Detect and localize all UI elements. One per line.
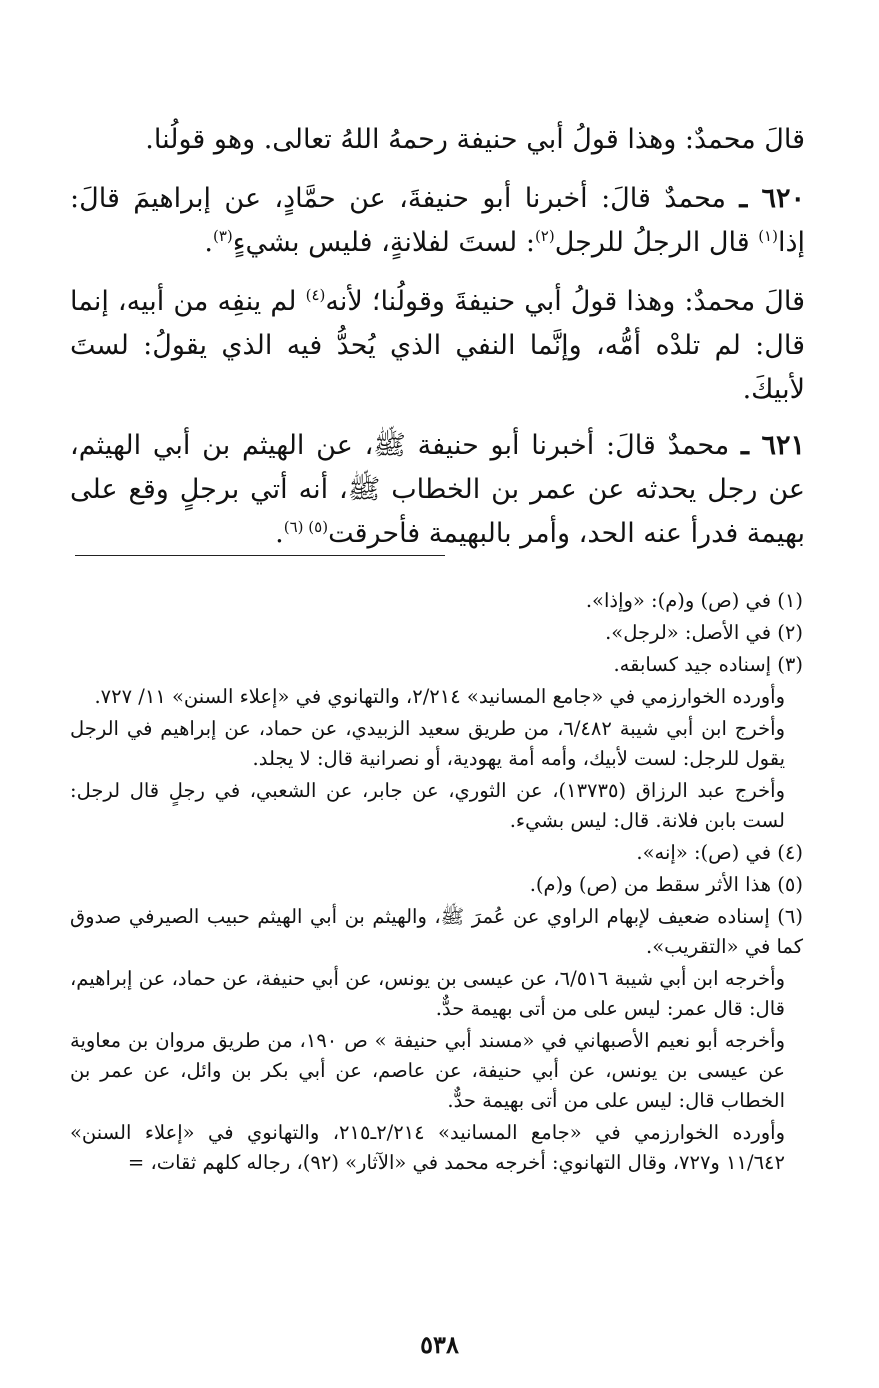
hadith-text: محمدٌ قالَ: أخبرنا أبو حنيفةَ، عن حمَّادٍ، عن إبراهيمَ قالَ: إذا (70, 183, 805, 258)
footnote-item: وأخرج عبد الرزاق (١٣٧٣٥)، عن الثوري، عن جابر، عن الشعبي، في رجلٍ قال لرجل: لست بابن فلانة. قال: ليس بشيء. (70, 779, 785, 832)
footnote-ref-6[interactable]: (٦) (283, 518, 309, 536)
paragraph-text: قالَ محمدٌ: وهذا قولُ أبي حنيفة رحمهُ اللهُ تعالى. وهو قولُنا. (145, 124, 805, 155)
footnote-item: وأورده الخوارزمي في «جامع المسانيد» ٢/٢١٤، والتهانوي في «إعلاء السنن» ١١/ ٧٢٧. (94, 685, 785, 708)
footnote-item: وأخرجه أبو نعيم الأصبهاني في «مسند أبي حنيفة » ص ١٩٠، من طريق مروان بن معاوية عن عيسى بن يونس، عن أبي حنيفة، عن عاصم، عن أبي بكر بن وائل، عن عمر بن الخطاب قال: ليس على من أتى بهيمة حدٌّ. (70, 1029, 785, 1112)
footnotes (70, 586, 803, 1180)
footnote-ref-4[interactable]: (٤) (305, 286, 326, 304)
footnote-ref-3[interactable]: (٣) (212, 227, 233, 245)
footnote-item: (١) في (ص) و(م): «وإذا». (585, 589, 803, 612)
hadith-number: ٦٢١ ـ (741, 430, 805, 461)
footnote-ref-2[interactable]: (٢) (534, 227, 555, 245)
hadith-number: ٦٢٠ ـ (739, 183, 805, 214)
footnote-item: وأخرج ابن أبي شيبة ٦/٤٨٢، من طريق سعيد الزبيدي، عن حماد، عن إبراهيم في الرجل يقول للرجل: لست لأبيك، وأمه أمة يهودية، أو نصرانية قال: لا يجلد. (70, 717, 785, 770)
footnote-item: (٢) في الأصل: «لرجل». (605, 621, 803, 644)
paragraph-commentary-1 (70, 118, 805, 162)
hadith-text: : لستَ لفلانةٍ، فليس بشيءٍ (232, 227, 535, 258)
paragraph-text: قالَ محمدٌ: وهذا قولُ أبي حنيفةَ وقولُنا؛ لأنه (325, 286, 805, 317)
hadith-620 (70, 177, 805, 265)
footnote-separator (75, 555, 445, 556)
hadith-621 (70, 424, 805, 556)
footnote-item: (٥) هذا الأثر سقط من (ص) و(م). (529, 873, 803, 896)
footnote-ref-5[interactable]: (٥) (308, 518, 329, 536)
footnote-item: وأورده الخوارزمي في «جامع المسانيد» ٢/٢١٤ـ٢١٥، والتهانوي في «إعلاء السنن» ١١/٦٤٢ و٧٢٧، وقال التهانوي: أخرجه محمد في «الآثار» (٩٢)، رجاله كلهم ثقات، = (70, 1121, 785, 1174)
hadith-text: محمدٌ قالَ: أخبرنا أبو حنيفة ﷺ، عن الهيثم بن أبي الهيثم، عن رجل يحدثه عن عمر بن الخطاب ﷺ، أنه أتي برجلٍ وقع على بهيمة فدرأ عنه الحد، وأمر بالبهيمة فأحرقت (70, 430, 805, 549)
footnote-ref-1[interactable]: (١) (758, 227, 778, 245)
hadith-text: قال الرجلُ للرجل (554, 227, 759, 258)
page-number: ٥٣٨ (420, 1330, 459, 1359)
footnote-item: (٣) إسناده جيد كسابقه. (613, 653, 803, 676)
hadith-text: . (204, 227, 213, 258)
paragraph-text: لم ينفِه من أبيه، إنما قال: لم تلدْه أمُّه، وإنَّما النفي الذي يُحدُّ فيه الذي يقولُ: لستَ لأبيكَ. (70, 286, 805, 405)
paragraph-commentary-2 (70, 280, 805, 412)
footnote-item: وأخرجه ابن أبي شيبة ٦/٥١٦، عن عيسى بن يونس، عن أبي حنيفة، عن حماد، عن إبراهيم، قال: قال عمر: ليس على من أتى بهيمة حدٌّ. (70, 967, 785, 1020)
footnote-item: (٦) إسناده ضعيف لإبهام الراوي عن عُمرَ ﷺ، والهيثم بن أبي الهيثم حبيب الصيرفي صدوق كما في «التقريب». (70, 905, 803, 958)
main-text (70, 118, 805, 571)
hadith-text: . (275, 518, 284, 549)
footnote-item: (٤) في (ص): «إنه». (636, 841, 803, 864)
